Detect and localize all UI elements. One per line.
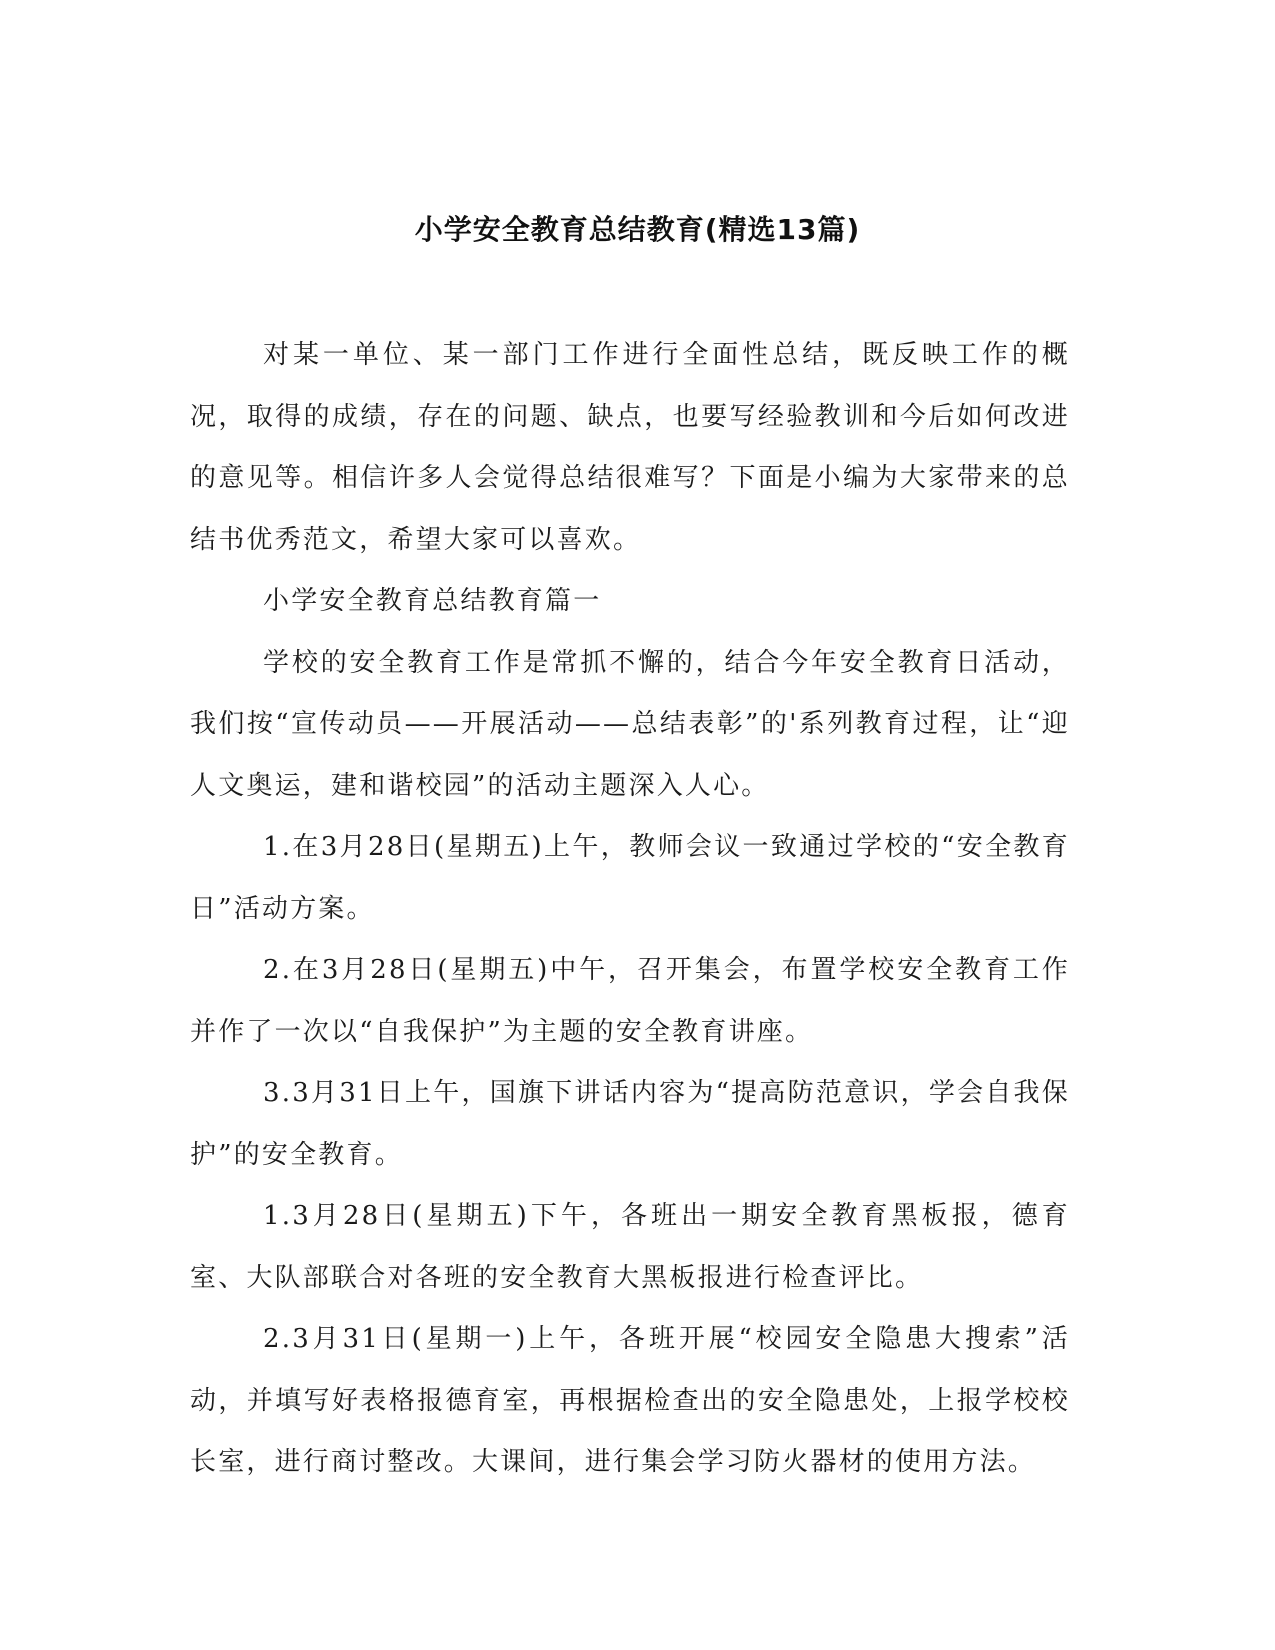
list-item: 3.3月31日上午，国旗下讲话内容为“提高防范意识，学会自我保护”的安全教育。	[190, 1078, 1070, 1170]
list-item: 2.在3月28日(星期五)中午，召开集会，布置学校安全教育工作并作了一次以“自我保护”为主题的安全教育讲座。	[190, 955, 1070, 1047]
document-body	[190, 325, 1070, 1494]
body-paragraph: 学校的安全教育工作是常抓不懈的，结合今年安全教育日活动，我们按“宣传动员——开展活动——总结表彰”的'系列教育过程，让“迎人文奥运，建和谐校园”的活动主题深入人心。	[190, 647, 1070, 801]
intro-paragraph: 对某一单位、某一部门工作进行全面性总结，既反映工作的概况，取得的成绩，存在的问题、缺点，也要写经验教训和今后如何改进的意见等。相信许多人会觉得总结很难写？下面是小编为大家带来的总结书优秀范文，希望大家可以喜欢。	[190, 340, 1070, 555]
document-title: 小学安全教育总结教育(精选13篇)	[414, 213, 861, 246]
list-item: 1.3月28日(星期五)下午，各班出一期安全教育黑板报，德育室、大队部联合对各班的安全教育大黑板报进行检查评比。	[190, 1201, 1070, 1293]
section-heading: 小学安全教育总结教育篇一	[263, 586, 602, 616]
list-item: 2.3月31日(星期一)上午，各班开展“校园安全隐患大搜索”活动，并填写好表格报德育室，再根据检查出的安全隐患处，上报学校校长室，进行商讨整改。大课间，进行集会学习防火器材的使用方法。	[190, 1324, 1070, 1477]
list-item: 1.在3月28日(星期五)上午，教师会议一致通过学校的“安全教育日”活动方案。	[190, 832, 1070, 924]
